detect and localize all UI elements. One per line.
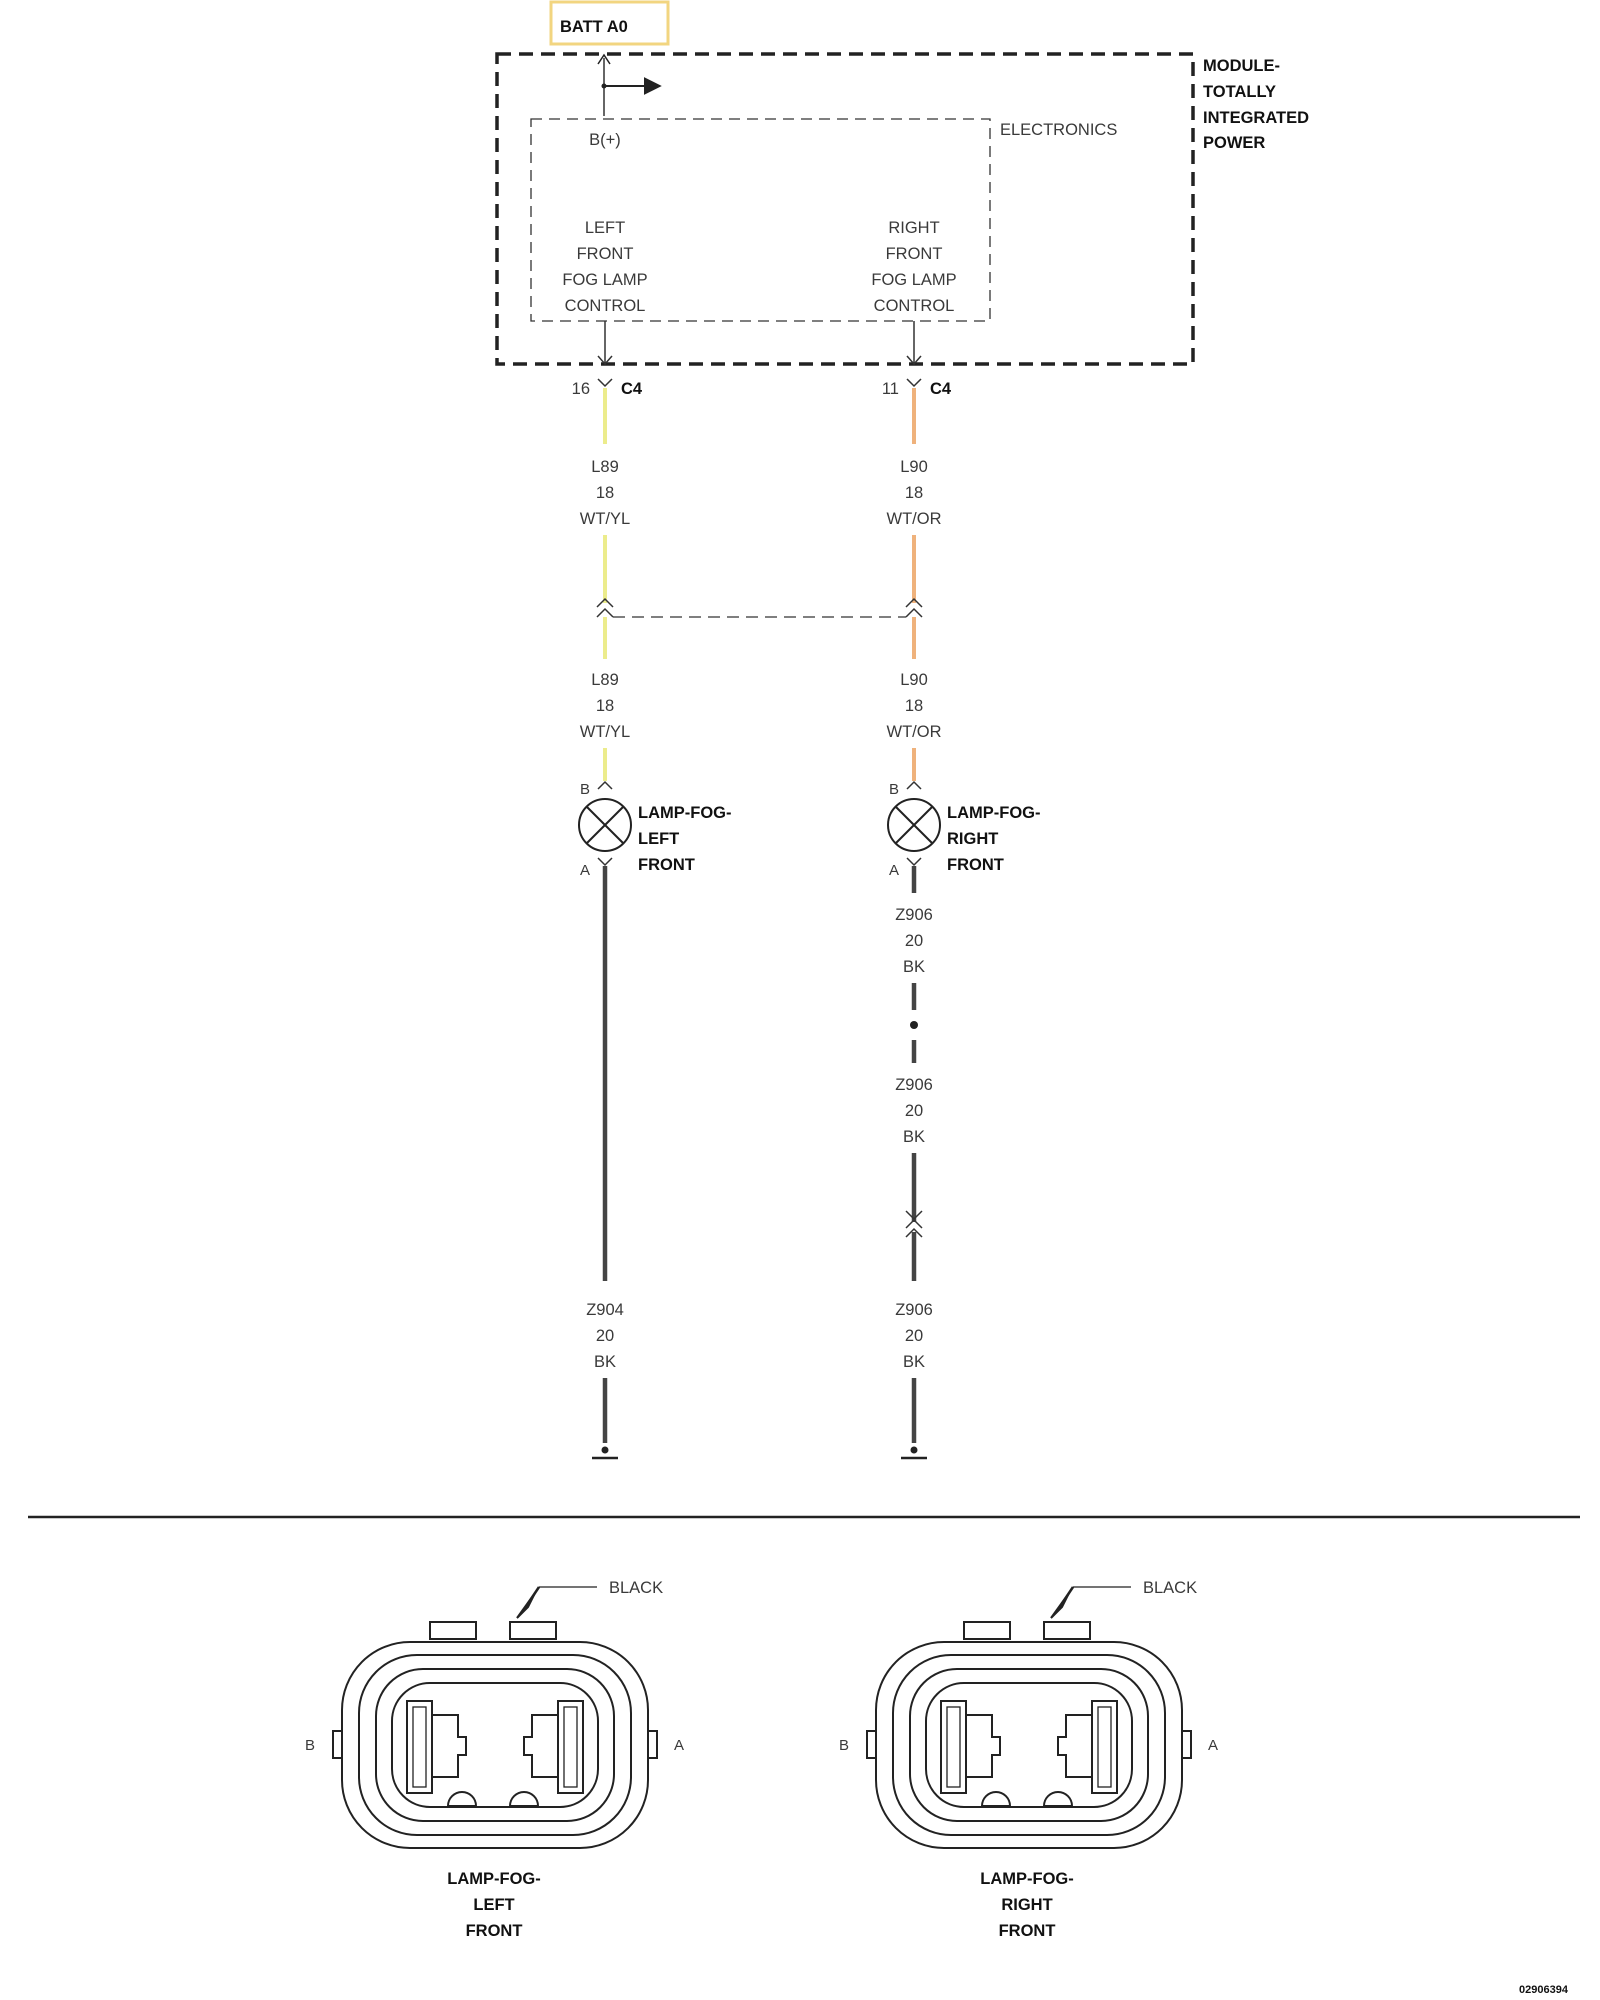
left-lamp-pin-b: B [580, 781, 591, 798]
left-connector-face-view [333, 1587, 657, 1848]
svg-text:18: 18 [595, 697, 615, 715]
svg-text:Z906: Z906 [895, 906, 933, 924]
svg-text:LEFT: LEFT [584, 219, 626, 237]
wire-z906-a-label [895, 906, 933, 976]
module-name [1203, 57, 1309, 152]
svg-text:20: 20 [904, 1102, 924, 1120]
right-ground-symbol [901, 1447, 927, 1459]
left-c4-name: C4 [621, 380, 643, 398]
left-fog-lamp-control-label [562, 219, 647, 315]
left-fog-lamp-label [638, 804, 731, 874]
svg-text:Z906: Z906 [895, 1076, 933, 1094]
svg-text:RIGHT: RIGHT [1001, 1896, 1053, 1914]
wire-z904-label [586, 1301, 624, 1371]
wire-z906-c-label [895, 1301, 933, 1371]
svg-text:18: 18 [904, 484, 924, 502]
svg-text:RIGHT: RIGHT [947, 830, 999, 848]
svg-text:18: 18 [595, 484, 615, 502]
svg-text:LAMP-FOG-: LAMP-FOG- [447, 1870, 541, 1888]
left-connector-name [447, 1870, 540, 1940]
svg-text:LEFT: LEFT [473, 1896, 515, 1914]
right-connector-pin-b: B [839, 1737, 850, 1754]
batt-label: BATT A0 [560, 18, 628, 36]
left-connector-pin-b: B [305, 1737, 316, 1754]
svg-text:FRONT: FRONT [885, 245, 943, 263]
svg-text:20: 20 [904, 1327, 924, 1345]
left-lamp-pin-b-connector [598, 782, 612, 789]
right-c4-pin: 11 [881, 380, 899, 398]
svg-text:L90: L90 [900, 458, 928, 476]
svg-text:L89: L89 [591, 671, 619, 689]
svg-text:BK: BK [902, 958, 926, 976]
right-fog-lamp-label [947, 804, 1040, 874]
right-c4-connector-symbol [907, 379, 921, 386]
wire-z906-b-label [895, 1076, 933, 1146]
svg-text:WT/OR: WT/OR [886, 510, 942, 528]
svg-text:Z906: Z906 [895, 1301, 933, 1319]
right-lamp-pin-a: A [889, 862, 900, 879]
left-connector-pin-a: A [674, 1737, 685, 1754]
svg-text:MODULE-: MODULE- [1203, 57, 1280, 75]
svg-text:FOG LAMP: FOG LAMP [562, 271, 648, 289]
wire-l89-upper-label [580, 458, 630, 528]
right-connector-color-label: BLACK [1143, 1579, 1198, 1597]
svg-text:20: 20 [595, 1327, 615, 1345]
figure-id: 02906394 [1519, 1984, 1568, 1996]
right-c4-name: C4 [930, 380, 952, 398]
right-lamp-pin-b-connector [907, 782, 921, 789]
z906-splice-dot [910, 1021, 918, 1029]
svg-text:FRONT: FRONT [576, 245, 634, 263]
left-ground-symbol [592, 1447, 618, 1459]
svg-text:18: 18 [904, 697, 924, 715]
svg-text:FRONT: FRONT [465, 1922, 523, 1940]
svg-text:LAMP-FOG-: LAMP-FOG- [638, 804, 732, 822]
svg-text:L89: L89 [591, 458, 619, 476]
bplus-label: B(+) [589, 131, 621, 149]
svg-text:INTEGRATED: INTEGRATED [1203, 109, 1310, 127]
svg-text:TOTALLY: TOTALLY [1203, 83, 1277, 101]
right-lamp-pin-b: B [889, 781, 900, 798]
right-connector-face-view [867, 1587, 1191, 1848]
left-c4-connector-symbol [598, 379, 612, 386]
svg-text:WT/YL: WT/YL [579, 723, 631, 741]
wire-l90-lower-label [887, 671, 942, 741]
svg-text:BK: BK [902, 1128, 926, 1146]
svg-text:POWER: POWER [1203, 134, 1266, 152]
svg-text:WT/YL: WT/YL [579, 510, 631, 528]
svg-text:FRONT: FRONT [998, 1922, 1056, 1940]
right-connector-name [980, 1870, 1073, 1940]
left-fog-lamp-symbol [579, 799, 631, 851]
module-tipm-outline [497, 54, 1193, 364]
right-fog-lamp-control-label [871, 219, 956, 315]
svg-text:CONTROL: CONTROL [564, 297, 646, 315]
right-fog-lamp-symbol [888, 799, 940, 851]
svg-text:FRONT: FRONT [638, 856, 695, 874]
svg-text:20: 20 [904, 932, 924, 950]
left-c4-pin: 16 [571, 380, 590, 398]
svg-text:FOG LAMP: FOG LAMP [871, 271, 957, 289]
svg-text:Z904: Z904 [586, 1301, 624, 1319]
svg-text:BK: BK [593, 1353, 617, 1371]
left-lamp-pin-a-connector [598, 858, 612, 865]
svg-text:L90: L90 [900, 671, 928, 689]
right-lamp-pin-a-connector [907, 858, 921, 865]
left-connector-color-label: BLACK [609, 1579, 664, 1597]
electronics-label: ELECTRONICS [1000, 121, 1118, 139]
svg-text:BK: BK [902, 1353, 926, 1371]
svg-text:CONTROL: CONTROL [873, 297, 955, 315]
svg-text:LAMP-FOG-: LAMP-FOG- [980, 1870, 1074, 1888]
wire-l89-lower-label [580, 671, 630, 741]
svg-text:WT/OR: WT/OR [886, 723, 942, 741]
svg-text:LEFT: LEFT [638, 830, 680, 848]
svg-text:FRONT: FRONT [947, 856, 1004, 874]
svg-text:RIGHT: RIGHT [888, 219, 940, 237]
svg-text:LAMP-FOG-: LAMP-FOG- [947, 804, 1041, 822]
wire-l90-upper-label [887, 458, 942, 528]
left-lamp-pin-a: A [580, 862, 591, 879]
right-connector-pin-a: A [1208, 1737, 1219, 1754]
